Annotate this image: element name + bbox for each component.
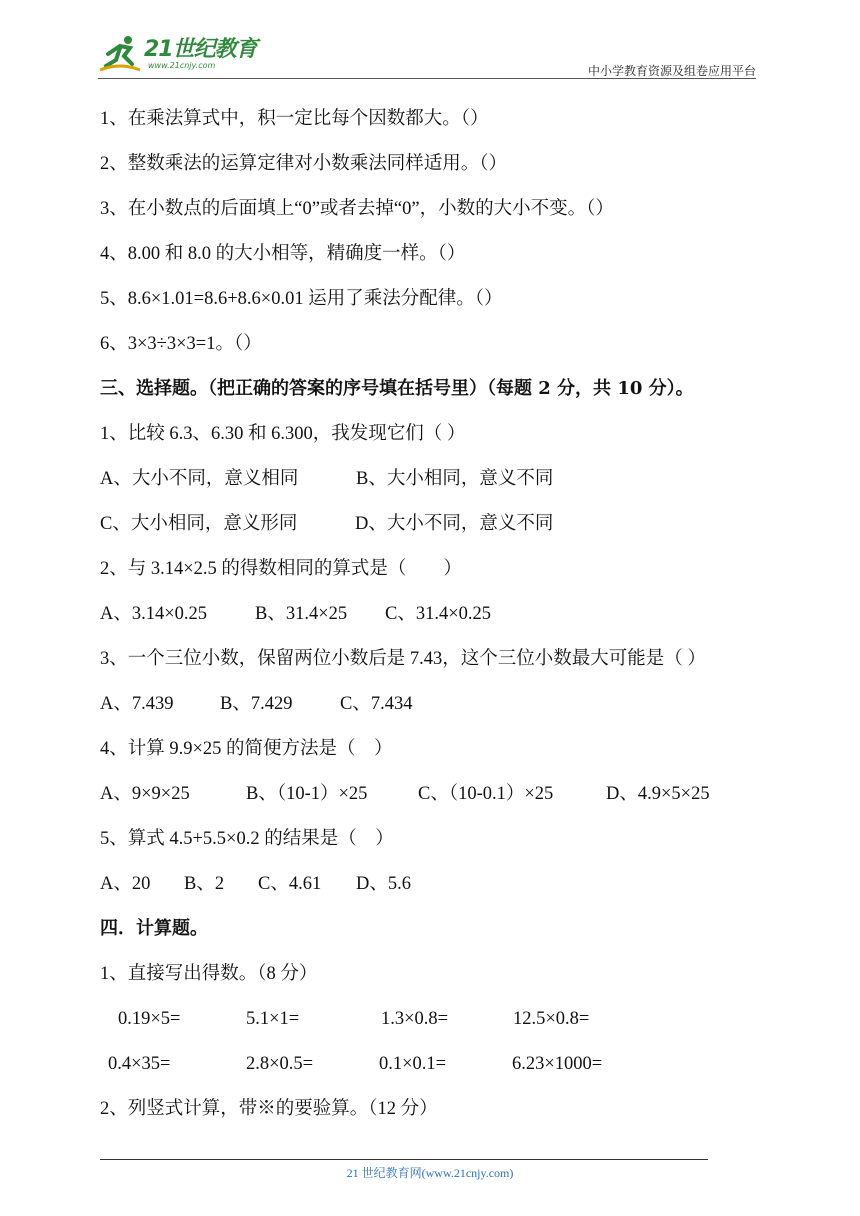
section-3-title: 三、选择题。（把正确的答案的序号填在括号里）（每题 2 分，共 10 分）。 <box>100 378 694 399</box>
choice-q1-options-cd <box>100 507 800 552</box>
choice-q5-options <box>100 867 800 912</box>
option-a: A、9×9×25 <box>100 784 190 804</box>
option-b: B、7.429 <box>220 694 293 714</box>
choice-q2: 2、与 3.14×2.5 的得数相同的算式是（ ） <box>100 559 462 579</box>
option-b: B、（10-1）×25 <box>246 784 368 804</box>
option-d: D、5.6 <box>356 874 411 894</box>
option-b: B、大小相同，意义不同 <box>356 469 554 489</box>
judge-item-3: 3、在小数点的后面填上“0”或者去掉“0”，小数的大小不变。（） <box>100 199 614 219</box>
calc-item: 12.5×0.8= <box>513 1009 590 1029</box>
calc-item: 5.1×1= <box>246 1009 300 1029</box>
logo-name: 21世纪教育 <box>144 37 257 62</box>
calc-item: 2.8×0.5= <box>246 1054 314 1074</box>
judge-item-2: 2、整数乘法的运算定律对小数乘法同样适用。（） <box>100 154 508 174</box>
exam-content <box>100 102 800 1137</box>
option-a: A、20 <box>100 874 151 894</box>
choice-q4: 4、计算 9.9×25 的简便方法是（ ） <box>100 739 393 759</box>
header-divider <box>98 78 756 79</box>
choice-q3: 3、一个三位小数，保留两位小数后是 7.43，这个三位小数最大可能是（ ） <box>100 649 706 669</box>
calc-item: 0.4×35= <box>108 1054 171 1074</box>
section-4-title: 四．计算题。 <box>100 918 208 939</box>
runner-logo-icon <box>98 34 142 74</box>
calc-q1: 1、直接写出得数。（8 分） <box>100 964 318 984</box>
choice-q1: 1、比较 6.3、6.30 和 6.300，我发现它们（ ） <box>100 424 466 444</box>
option-d: D、4.9×5×25 <box>606 784 710 804</box>
judge-item-6: 6、3×3÷3×3=1。（） <box>100 334 262 354</box>
logo <box>98 34 257 74</box>
option-c: C、大小相同，意义形同 <box>100 514 298 534</box>
calc-item: 0.1×0.1= <box>379 1054 447 1074</box>
footer-text: 21 世纪教育网(www.21cnjy.com) <box>346 1166 514 1180</box>
calc-row-1 <box>100 1002 800 1047</box>
option-c: C、4.61 <box>258 874 322 894</box>
option-c: C、31.4×0.25 <box>385 604 492 624</box>
option-a: A、3.14×0.25 <box>100 604 208 624</box>
calc-item: 0.19×5= <box>118 1009 181 1029</box>
calc-q2: 2、列竖式计算，带※的要验算。（12 分） <box>100 1099 438 1119</box>
judge-item-5: 5、8.6×1.01=8.6+8.6×0.01 运用了乘法分配律。（） <box>100 289 503 309</box>
choice-q5: 5、算式 4.5+5.5×0.2 的结果是（ ） <box>100 829 394 849</box>
option-b: B、31.4×25 <box>255 604 348 624</box>
footer-divider <box>100 1159 708 1160</box>
choice-q4-options <box>100 777 800 822</box>
logo-url: www.21cnjy.com <box>148 61 216 70</box>
choice-q2-options <box>100 597 800 642</box>
option-a: A、大小不同，意义相同 <box>100 469 299 489</box>
calc-item: 1.3×0.8= <box>381 1009 449 1029</box>
option-c: C、（10-0.1）×25 <box>418 784 554 804</box>
option-b: B、2 <box>184 874 225 894</box>
judge-item-1: 1、在乘法算式中，积一定比每个因数都大。（） <box>100 109 489 129</box>
calc-row-2 <box>100 1047 800 1092</box>
choice-q3-options <box>100 687 800 732</box>
option-d: D、大小不同，意义不同 <box>355 514 554 534</box>
option-c: C、7.434 <box>340 694 413 714</box>
page-header <box>98 30 756 80</box>
judge-item-4: 4、8.00 和 8.0 的大小相等，精确度一样。（） <box>100 244 466 264</box>
calc-item: 6.23×1000= <box>512 1054 603 1074</box>
choice-q1-options-ab <box>100 462 800 507</box>
option-a: A、7.439 <box>100 694 174 714</box>
platform-label: 中小学教育资源及组卷应用平台 <box>587 64 756 78</box>
